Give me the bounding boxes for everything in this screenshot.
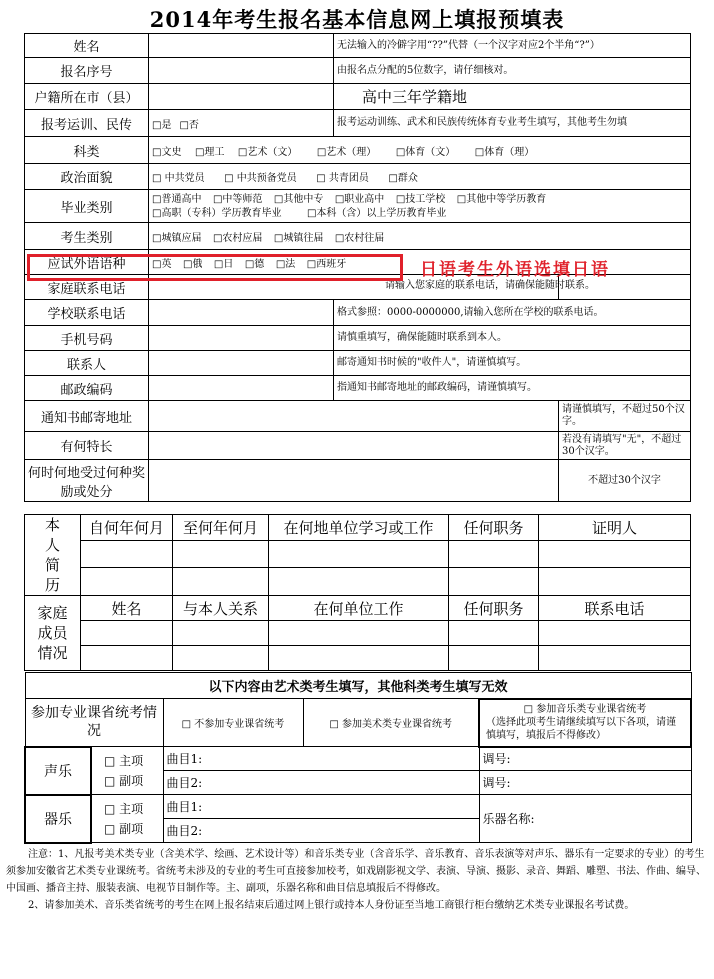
address-label: 通知书邮寄地址 bbox=[25, 401, 149, 432]
talent-input[interactable] bbox=[149, 432, 559, 460]
family-header: 与本人关系 bbox=[173, 596, 269, 621]
lang-option[interactable]: □西班牙 bbox=[306, 258, 347, 270]
family-cell[interactable] bbox=[449, 646, 539, 671]
postcode-label: 邮政编码 bbox=[25, 376, 149, 401]
family-header: 姓名 bbox=[81, 596, 173, 621]
row-address bbox=[25, 401, 691, 432]
row-school-phone bbox=[25, 300, 691, 326]
political-label: 政治面貌 bbox=[25, 164, 149, 190]
address-note: 请谨慎填写，不超过50个汉字。 bbox=[559, 401, 691, 432]
political-option[interactable]: □ 中共预备党员 bbox=[224, 173, 297, 184]
mobile-label: 手机号码 bbox=[25, 326, 149, 351]
resume-header: 证明人 bbox=[539, 515, 691, 541]
name-input[interactable] bbox=[149, 34, 334, 58]
examinee-label: 考生类别 bbox=[25, 223, 149, 250]
resume-cell[interactable] bbox=[449, 568, 539, 596]
resume-cell[interactable] bbox=[539, 568, 691, 596]
hukou-value: 高中三年学籍地 bbox=[334, 84, 691, 110]
resume-header: 在何地单位学习或工作 bbox=[269, 515, 449, 541]
examinee-option[interactable]: □农村应届 bbox=[212, 232, 263, 244]
category-option[interactable]: □体育（理） bbox=[474, 146, 535, 158]
sports-no-checkbox[interactable]: □否 bbox=[179, 119, 199, 131]
music-exam-checkbox[interactable]: □ 参加音乐类专业课省统考 bbox=[523, 704, 647, 715]
mobile-note: 请慎重填写，确保能随时联系到本人。 bbox=[334, 326, 691, 351]
instrument-song1-field[interactable]: 曲目1: bbox=[163, 795, 479, 819]
lang-option[interactable]: □英 bbox=[152, 258, 172, 270]
resume-cell[interactable] bbox=[173, 568, 269, 596]
art-banner: 以下内容由艺术类考生填写，其他科类考生填写无效 bbox=[25, 673, 691, 699]
award-label: 何时何地受过何种奖励或处分 bbox=[25, 460, 149, 502]
music-exam-note: （选择此项考生请继续填写以下各项，请谨慎填写，填报后不得修改） bbox=[486, 717, 676, 741]
hukou-input[interactable] bbox=[149, 84, 334, 110]
vocal-song1-field[interactable]: 曲目1: bbox=[163, 747, 479, 771]
category-option[interactable]: □理工 bbox=[194, 146, 225, 158]
name-note: 无法输入的冷僻字用“??”代替（一个汉字对应2个半角“?”） bbox=[334, 34, 691, 58]
resume-cell[interactable] bbox=[269, 540, 449, 568]
political-option[interactable]: □ 中共党员 bbox=[152, 173, 205, 184]
instrument-name-field[interactable]: 乐器名称: bbox=[479, 795, 691, 843]
resume-family-table bbox=[24, 514, 691, 671]
family-cell[interactable] bbox=[269, 646, 449, 671]
family-header: 在何单位工作 bbox=[269, 596, 449, 621]
notes-section bbox=[6, 846, 708, 914]
lang-option[interactable]: □日 bbox=[213, 258, 234, 270]
hukou-label: 户籍所在市（县） bbox=[25, 84, 149, 110]
resume-cell[interactable] bbox=[81, 568, 173, 596]
serial-note: 由报名点分配的5位数字，请仔细核对。 bbox=[334, 58, 691, 84]
row-political bbox=[25, 164, 691, 190]
examinee-option[interactable]: □农村往届 bbox=[334, 232, 385, 244]
family-phone-note: 请输入您家庭的联系电话，请确保能随时联系。 bbox=[385, 280, 595, 291]
resume-cell[interactable] bbox=[539, 540, 691, 568]
row-examinee bbox=[25, 223, 691, 250]
grad-option[interactable]: □技工学校 bbox=[395, 194, 446, 205]
award-input[interactable] bbox=[149, 460, 559, 502]
resume-header: 任何职务 bbox=[449, 515, 539, 541]
grad-option[interactable]: □普通高中 bbox=[152, 194, 202, 205]
note-2: 2、请参加美术、音乐类省统考的考生在网上报名结束后通过网上银行或持本人身份证至当地工商银行柜台缴纳艺术类专业课报名考试费。 bbox=[28, 900, 635, 911]
lang-label: 应试外语语种 bbox=[25, 250, 149, 275]
family-header: 联系电话 bbox=[539, 596, 691, 621]
row-contact bbox=[25, 351, 691, 376]
category-option[interactable]: □体育（文） bbox=[395, 146, 456, 158]
family-cell[interactable] bbox=[81, 621, 173, 646]
row-talent bbox=[25, 432, 691, 460]
category-option[interactable]: □艺术（理） bbox=[316, 146, 377, 158]
grad-option[interactable]: □其他中等学历教育 bbox=[456, 194, 547, 205]
family-header-row bbox=[25, 596, 691, 621]
page-title: 2014年考生报名基本信息网上填报预填表 bbox=[149, 7, 565, 32]
name-label: 姓名 bbox=[25, 34, 149, 58]
political-option[interactable]: □ 共青团员 bbox=[316, 173, 369, 184]
vocal-sub-checkbox[interactable]: □ 副项 bbox=[104, 773, 144, 788]
postcode-note: 指通知书邮寄地址的邮政编码，请谨慎填写。 bbox=[334, 376, 691, 401]
resume-row bbox=[25, 540, 691, 568]
row-name bbox=[25, 34, 691, 58]
resume-cell[interactable] bbox=[269, 568, 449, 596]
postcode-input[interactable] bbox=[149, 376, 334, 401]
sports-yes-checkbox[interactable]: □是 bbox=[152, 119, 172, 131]
examinee-option[interactable]: □城镇应届 bbox=[152, 232, 202, 244]
contact-label: 联系人 bbox=[25, 351, 149, 376]
resume-row bbox=[25, 568, 691, 596]
row-postcode bbox=[25, 376, 691, 401]
grad-option[interactable]: □高职（专科）学历教育毕业 bbox=[152, 208, 282, 219]
no-exam-checkbox[interactable]: □ 不参加专业课省统考 bbox=[163, 699, 303, 747]
art-exam-label: 参加专业课省统考情况 bbox=[25, 699, 163, 747]
grad-option[interactable]: □中等师范 bbox=[212, 194, 263, 205]
family-row bbox=[25, 646, 691, 671]
lang-option[interactable]: □俄 bbox=[182, 258, 203, 270]
family-cell[interactable] bbox=[81, 646, 173, 671]
serial-label: 报名序号 bbox=[25, 58, 149, 84]
grad-label: 毕业类别 bbox=[25, 190, 149, 223]
family-cell[interactable] bbox=[449, 621, 539, 646]
grad-option[interactable]: □职业高中 bbox=[334, 194, 385, 205]
fine-art-checkbox[interactable]: □ 参加美术类专业课省统考 bbox=[303, 699, 479, 747]
category-label: 科类 bbox=[25, 137, 149, 164]
school-phone-label: 学校联系电话 bbox=[25, 300, 149, 326]
language-annotation: 日语考生外语选填日语 bbox=[420, 260, 610, 280]
grad-option[interactable]: □其他中专 bbox=[273, 194, 324, 205]
row-hukou bbox=[25, 84, 691, 110]
language-highlight-box bbox=[27, 254, 403, 281]
art-banner-row bbox=[25, 673, 691, 699]
address-input[interactable] bbox=[149, 401, 559, 432]
vocal-row-1 bbox=[25, 747, 691, 771]
resume-label: 本人简历 bbox=[25, 515, 81, 596]
talent-note: 若没有请填写"无"，不超过30个汉字。 bbox=[559, 432, 691, 460]
family-phone-label: 家庭联系电话 bbox=[25, 275, 149, 300]
talent-label: 有何特长 bbox=[25, 432, 149, 460]
row-mobile bbox=[25, 326, 691, 351]
examinee-option[interactable]: □城镇往届 bbox=[273, 232, 324, 244]
grad-option[interactable]: □本科（含）以上学历教育毕业 bbox=[306, 208, 447, 219]
note-1: 注意：1、凡报考美术类专业（含美术学、绘画、艺术设计等）和音乐类专业（含音乐学、音乐教育、音乐表演等对声乐、器乐有一定要求的专业）的考生须参加安徽省艺术类专业课统考。省统考未涉及的专业的考生可直接参加校考，如戏剧影视文学、表演、导演、摄影、录音、舞蹈、雕塑、书法、作曲、编导、中国画、播音主持、服装表演、电视节目制作等。主、副项，乐器名称和曲目信息填报后不得修改。 bbox=[6, 849, 706, 894]
lang-option[interactable]: □德 bbox=[244, 258, 265, 270]
family-cell[interactable] bbox=[539, 646, 691, 671]
resume-header: 至何年何月 bbox=[173, 515, 269, 541]
sports-label: 报考运训、民传 bbox=[25, 110, 149, 137]
row-sports bbox=[25, 110, 691, 137]
family-cell[interactable] bbox=[173, 646, 269, 671]
resume-header: 自何年何月 bbox=[81, 515, 173, 541]
vocal-main-checkbox[interactable]: □ 主项 bbox=[104, 753, 144, 768]
resume-cell[interactable] bbox=[81, 540, 173, 568]
award-note: 不超过30个汉字 bbox=[559, 460, 691, 502]
resume-cell[interactable] bbox=[173, 540, 269, 568]
family-label: 家庭成员情况 bbox=[25, 596, 81, 671]
resume-cell[interactable] bbox=[449, 540, 539, 568]
political-option[interactable]: □群众 bbox=[388, 173, 418, 184]
instrument-song2-field[interactable]: 曲目2: bbox=[163, 819, 479, 843]
school-phone-note: 格式参照：0000-0000000,请输入您所在学校的联系电话。 bbox=[334, 300, 691, 326]
family-cell[interactable] bbox=[269, 621, 449, 646]
vocal-key2-field[interactable]: 调号: bbox=[479, 771, 691, 795]
instrument-label: 器乐 bbox=[25, 795, 91, 843]
family-row bbox=[25, 621, 691, 646]
resume-header-row bbox=[25, 515, 691, 541]
vocal-label: 声乐 bbox=[25, 747, 91, 795]
family-header: 任何职务 bbox=[449, 596, 539, 621]
row-serial bbox=[25, 58, 691, 84]
sports-note: 报考运动训练、武术和民族传统体育专业考生填写，其他考生勿填 bbox=[334, 110, 691, 137]
row-category bbox=[25, 137, 691, 164]
serial-input[interactable] bbox=[149, 58, 334, 84]
family-cell[interactable] bbox=[173, 621, 269, 646]
school-phone-input[interactable] bbox=[149, 300, 334, 326]
category-option[interactable]: □艺术（文） bbox=[237, 146, 298, 158]
art-exam-row bbox=[25, 699, 691, 747]
art-table bbox=[24, 672, 692, 844]
row-grad bbox=[25, 190, 691, 223]
instrument-row-1 bbox=[25, 795, 691, 819]
vocal-key1-field[interactable]: 调号: bbox=[479, 747, 691, 771]
row-award bbox=[25, 460, 691, 502]
contact-note: 邮寄通知书时候的"收件人"，请谨慎填写。 bbox=[334, 351, 691, 376]
contact-input[interactable] bbox=[149, 351, 334, 376]
category-option[interactable]: □文史 bbox=[152, 146, 182, 158]
instrument-sub-checkbox[interactable]: □ 副项 bbox=[104, 821, 144, 836]
lang-option[interactable]: □法 bbox=[275, 258, 296, 270]
instrument-main-checkbox[interactable]: □ 主项 bbox=[104, 801, 144, 816]
mobile-input[interactable] bbox=[149, 326, 334, 351]
vocal-song2-field[interactable]: 曲目2: bbox=[163, 771, 479, 795]
family-cell[interactable] bbox=[539, 621, 691, 646]
